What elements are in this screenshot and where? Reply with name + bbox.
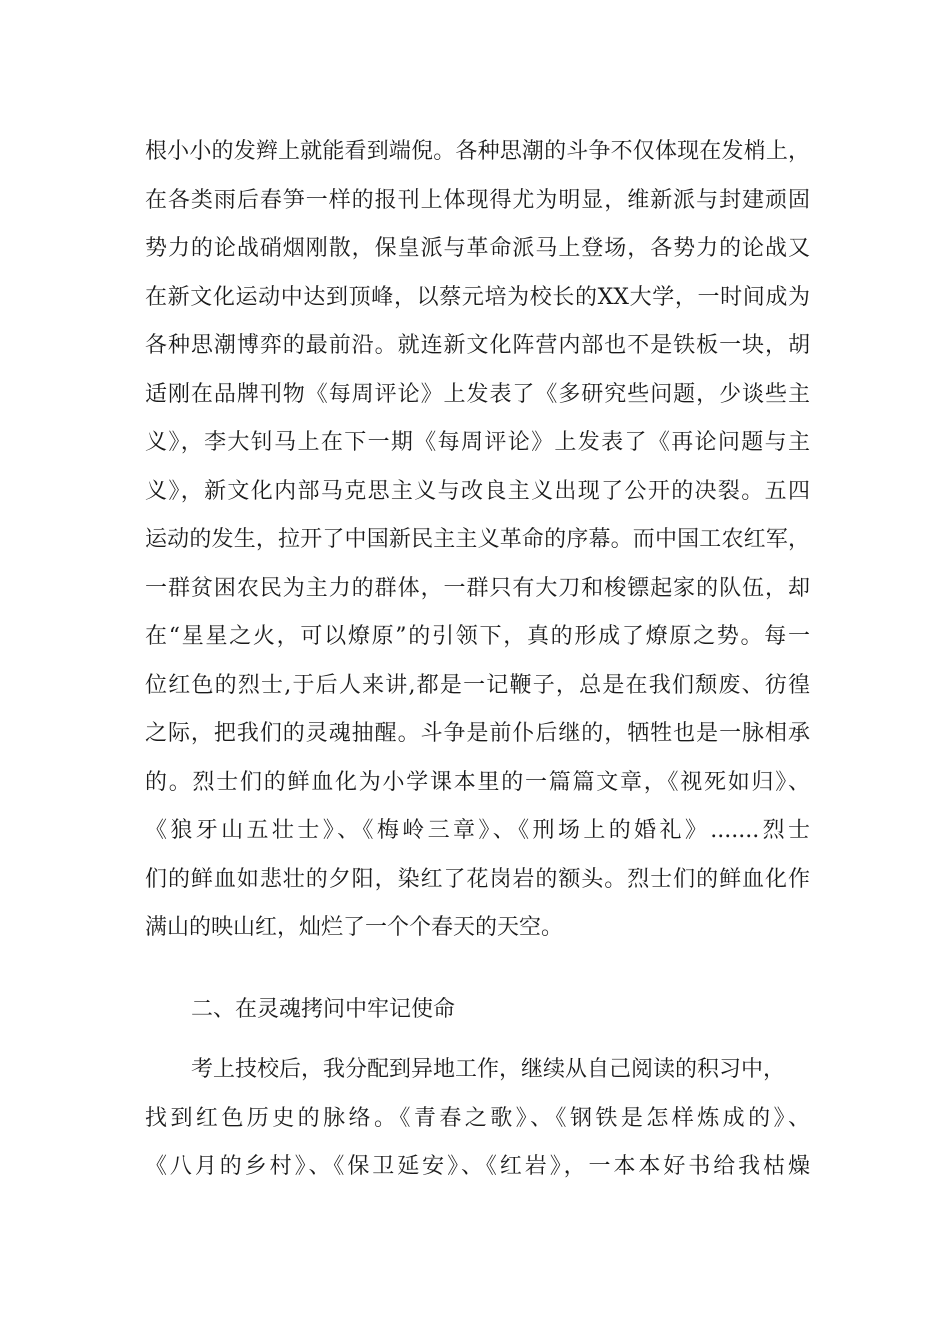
paragraph-line: 之际，把我们的灵魂抽醒。斗争是前仆后继的，牺牲也是一脉相承 xyxy=(145,721,810,746)
paragraph-line: 义》，李大钊马上在下一期《每周评论》上发表了《再论问题与主 xyxy=(145,430,810,455)
paragraph-line: 满山的映山红，灿烂了一个个春天的天空。 xyxy=(145,915,564,940)
paragraph-line: 适刚在品牌刊物《每周评论》上发表了《多研究些问题，少谈些主 xyxy=(145,381,810,407)
body-paragraph-1 xyxy=(145,128,810,953)
paragraph-line: 的。烈士们的鲜血化为小学课本里的一篇篇文章，《视死如归》、 xyxy=(145,769,810,795)
paragraph-line: 在各类雨后春笋一样的报刊上体现得尤为明显，维新派与封建顽固 xyxy=(145,187,810,213)
paragraph-line: 在“星星之火，可以燎原”的引领下，真的形成了燎原之势。每一 xyxy=(145,624,810,649)
body-paragraph-2 xyxy=(145,1046,810,1192)
paragraph-line: 在新文化运动中达到顶峰，以蔡元培为校长的XX大学，一时间成为 xyxy=(145,284,810,310)
paragraph-line: 考上技校后，我分配到异地工作，继续从自己阅读的积习中， xyxy=(191,1057,786,1082)
section-heading-text: 二、在灵魂拷问中牢记使命 xyxy=(191,997,456,1022)
paragraph-line: 找到红色历史的脉络。《青春之歌》、《钢铁是怎样炼成的》、 xyxy=(145,1105,810,1131)
paragraph-line: 根小小的发辫上就能看到端倪。各种思潮的斗争不仅体现在发梢上， xyxy=(145,139,810,164)
paragraph-line: 一群贫困农民为主力的群体，一群只有大刀和梭镖起家的队伍，却 xyxy=(145,575,810,601)
paragraph-line: 运动的发生，拉开了中国新民主主义革命的序幕。而中国工农红军， xyxy=(145,527,810,552)
paragraph-line: 《狼牙山五壮士》、《梅岭三章》、《刑场上的婚礼》.......烈士 xyxy=(145,818,810,843)
paragraph-line: 义》，新文化内部马克思主义与改良主义出现了公开的决裂。五四 xyxy=(145,478,810,504)
section-heading xyxy=(145,986,810,1035)
paragraph-line: 位红色的烈士,于后人来讲,都是一记鞭子，总是在我们颓废、彷徨 xyxy=(145,672,810,698)
paragraph-line: 们的鲜血如悲壮的夕阳，染红了花岗岩的额头。烈士们的鲜血化作 xyxy=(145,866,810,892)
paragraph-line: 势力的论战硝烟刚散，保皇派与革命派马上登场，各势力的论战又 xyxy=(145,236,810,261)
paragraph-line: 《八月的乡村》、《保卫延安》、《红岩》，一本本好书给我枯燥 xyxy=(145,1154,810,1179)
paragraph-line: 各种思潮博弈的最前沿。就连新文化阵营内部也不是铁板一块，胡 xyxy=(145,333,810,358)
